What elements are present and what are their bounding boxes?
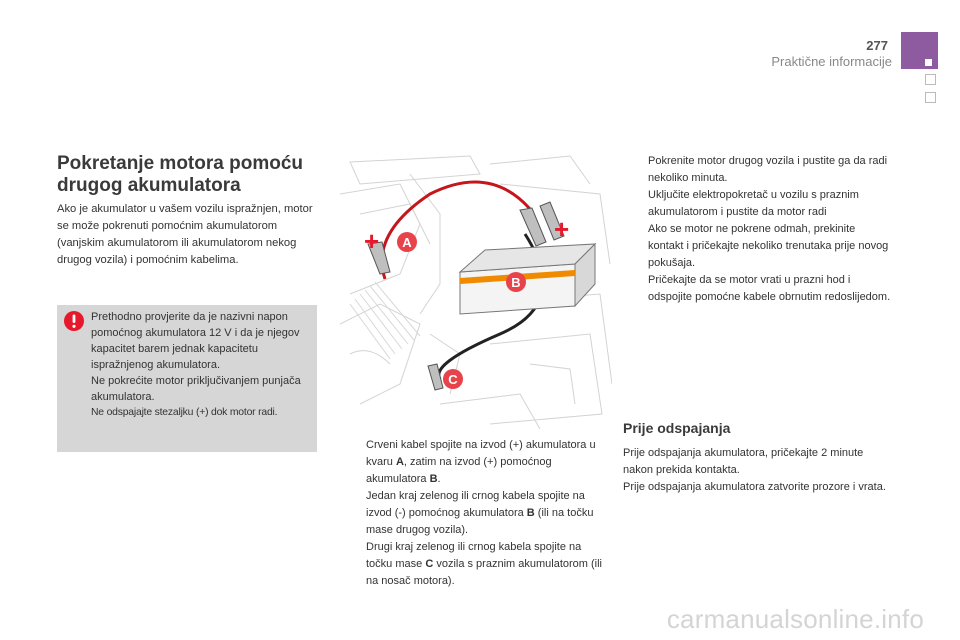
warning-text [91,309,313,421]
start-steps [622,153,892,306]
start-step-1: Pokrenite motor drugog vozila i pustite ga da radi nekoliko minuta. [648,155,888,184]
disconnect-line-2: Prije odspajanja akumulatora zatvorite prozore i vrata. [623,481,886,493]
start-step-3: Pričekajte da se motor vrati u prazni hod i odspojite pomoćne kabele obrnutim redoslijedom. [648,274,891,303]
warning-box [57,305,317,452]
chapter-tab-empty-1[interactable] [925,74,936,85]
connection-steps [340,437,604,590]
exclamation-icon [63,310,85,332]
callout-a [397,232,417,252]
svg-text:C: C [448,372,458,387]
start-step-2: Uključite elektropokretač u vozilu s praznim akumulatorom i pustite da motor radi Ako se motor ne pokrene odmah, prekinite kontakt i pričekajte nekoliko trenutaka prije novog pokušaja. [622,187,892,272]
jump-start-illustration [340,154,612,431]
svg-text:A: A [402,235,412,250]
connection-step-1: Crveni kabel spojite na izvod (+) akumulatora u kvaru A, zatim na izvod (+) pomoćnog akumulatora B. [366,439,596,485]
warning-line-1: Prethodno provjerite da je nazivni napon pomoćnog akumulatora 12 V i da je njegov kapacitet barem jednak kapacitetu ispražnjenog akumulatora. [91,311,300,371]
callout-b [506,272,526,292]
disconnect-line-1: Prije odspajanja akumulatora, pričekajte 2 minute nakon prekida kontakta. [623,447,864,476]
page-title: Pokretanje motora pomoću drugog akumulatora [57,153,303,196]
connection-step-2: Jedan kraj zelenog ili crnog kabela spojite na izvod (-) pomoćnog akumulatora B (ili na točku mase drugog vozila). [366,490,594,536]
disconnect-heading: Prije odspajanja [623,420,731,436]
auxiliary-battery [460,244,595,314]
warning-line-2: Ne pokrećite motor priključivanjem punjača akumulatora. [91,375,301,403]
callout-c [443,369,463,389]
plus-sign-b: + [554,214,570,244]
chapter-tab[interactable] [901,32,938,69]
start-step-2-note: Ako se motor ne pokrene odmah, prekinite kontakt i pričekajte nekoliko trenutaka prije novog pokušaja. [648,223,889,269]
disconnect-text [623,445,893,496]
warning-line-3: Ne odspajajte stezaljku (+) dok motor radi. [91,407,278,418]
page-number: 277 [866,38,888,53]
chapter-tab-empty-2[interactable] [925,92,936,103]
section-title: Praktične informacije [771,54,892,69]
svg-text:B: B [511,275,521,290]
watermark: carmanualsonline.info [666,604,924,634]
plus-sign-a: + [364,226,380,256]
chapter-tab-marker [925,59,932,66]
connection-step-3: Drugi kraj zelenog ili crnog kabela spojite na točku mase C vozila s praznim akumulatorom (ili na nosač motora). [366,541,602,587]
intro-paragraph: Ako je akumulator u vašem vozilu ispražnjen, motor se može pokrenuti pomoćnim akumulatorom (vanjskim akumulatorom ili akumulatorom nekog drugog vozila) i pomoćnim kabelima. [57,203,313,266]
